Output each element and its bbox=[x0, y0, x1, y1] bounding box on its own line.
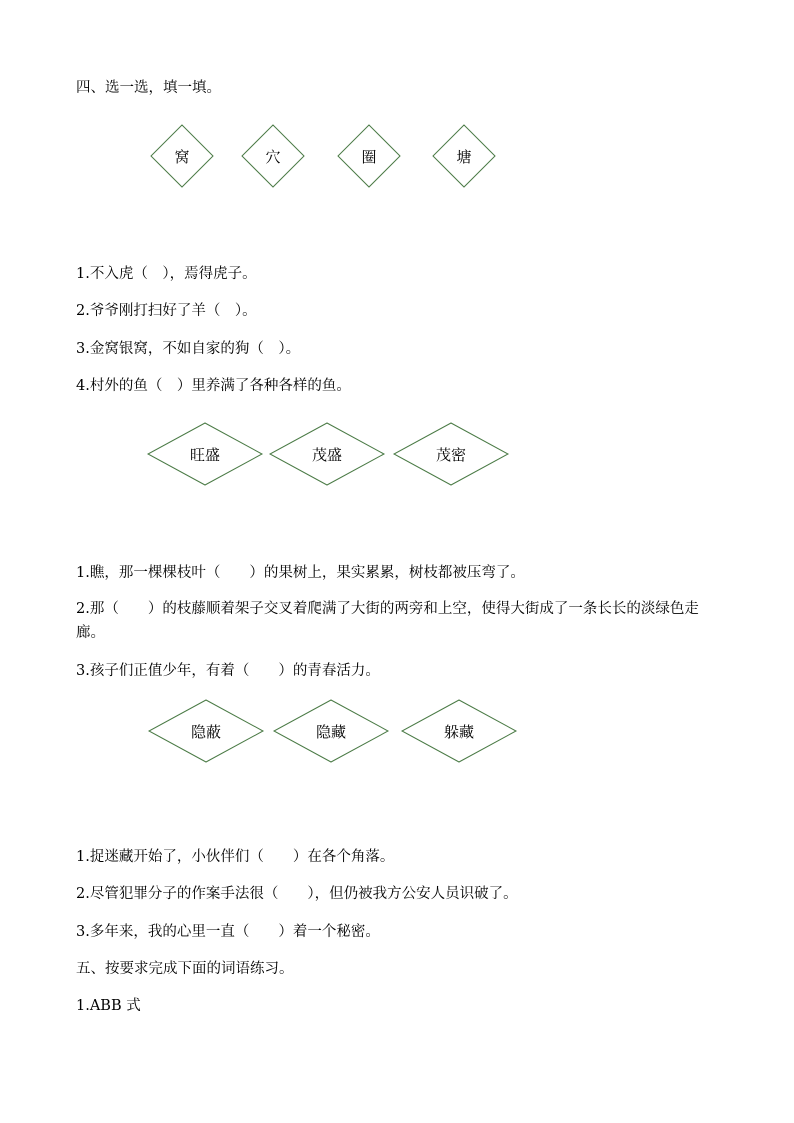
option-label: 隐藏 bbox=[315, 722, 346, 741]
option-label: 穴 bbox=[265, 147, 281, 166]
option-diamond-2-2 bbox=[269, 422, 385, 486]
option-diamond-1-2 bbox=[241, 124, 305, 188]
section-four-title: 四、选一选，填一填。 bbox=[76, 80, 221, 96]
option-diamond-2-3 bbox=[393, 422, 509, 486]
option-label: 茂密 bbox=[435, 445, 466, 464]
question-1-2: 2.爷爷刚打扫好了羊（ ）。 bbox=[76, 303, 257, 319]
section-five-title: 五、按要求完成下面的词语练习。 bbox=[76, 961, 294, 977]
question-3-2: 2.尽管犯罪分子的作案手法很（ ），但仍被我方公安人员识破了。 bbox=[76, 886, 518, 902]
option-label: 躲藏 bbox=[443, 722, 474, 741]
question-3-1: 1.捉迷藏开始了，小伙伴们（ ）在各个角落。 bbox=[76, 849, 395, 865]
abb-label: 1.ABB 式 bbox=[76, 998, 141, 1014]
option-label: 塘 bbox=[456, 147, 472, 166]
question-1-3: 3.金窝银窝，不如自家的狗（ ）。 bbox=[76, 341, 301, 357]
option-label: 窝 bbox=[174, 147, 190, 166]
question-2-1: 1.瞧，那一棵棵枝叶（ ）的果树上，果实累累，树枝都被压弯了。 bbox=[76, 565, 525, 581]
question-2-3: 3.孩子们正值少年，有着（ ）的青春活力。 bbox=[76, 663, 380, 679]
option-label: 隐蔽 bbox=[190, 722, 221, 741]
option-diamond-1-4 bbox=[432, 124, 496, 188]
option-diamond-1-1 bbox=[150, 124, 214, 188]
question-2-2: 2.那（ ）的枝藤顺着架子交叉着爬满了大街的两旁和上空，使得大街成了一条长长的淡绿色走廊。 bbox=[76, 601, 699, 641]
question-1-4: 4.村外的鱼（ ）里养满了各种各样的鱼。 bbox=[76, 378, 351, 394]
option-diamond-3-1 bbox=[148, 699, 264, 763]
option-label: 旺盛 bbox=[189, 445, 220, 464]
option-label: 圈 bbox=[361, 147, 377, 166]
question-3-3: 3.多年来，我的心里一直（ ）着一个秘密。 bbox=[76, 924, 380, 940]
option-diamond-2-1 bbox=[147, 422, 263, 486]
option-label: 茂盛 bbox=[311, 445, 342, 464]
option-diamond-1-3 bbox=[337, 124, 401, 188]
option-diamond-3-2 bbox=[273, 699, 389, 763]
option-diamond-3-3 bbox=[401, 699, 517, 763]
question-1-1: 1.不入虎（ ），焉得虎子。 bbox=[76, 266, 257, 282]
